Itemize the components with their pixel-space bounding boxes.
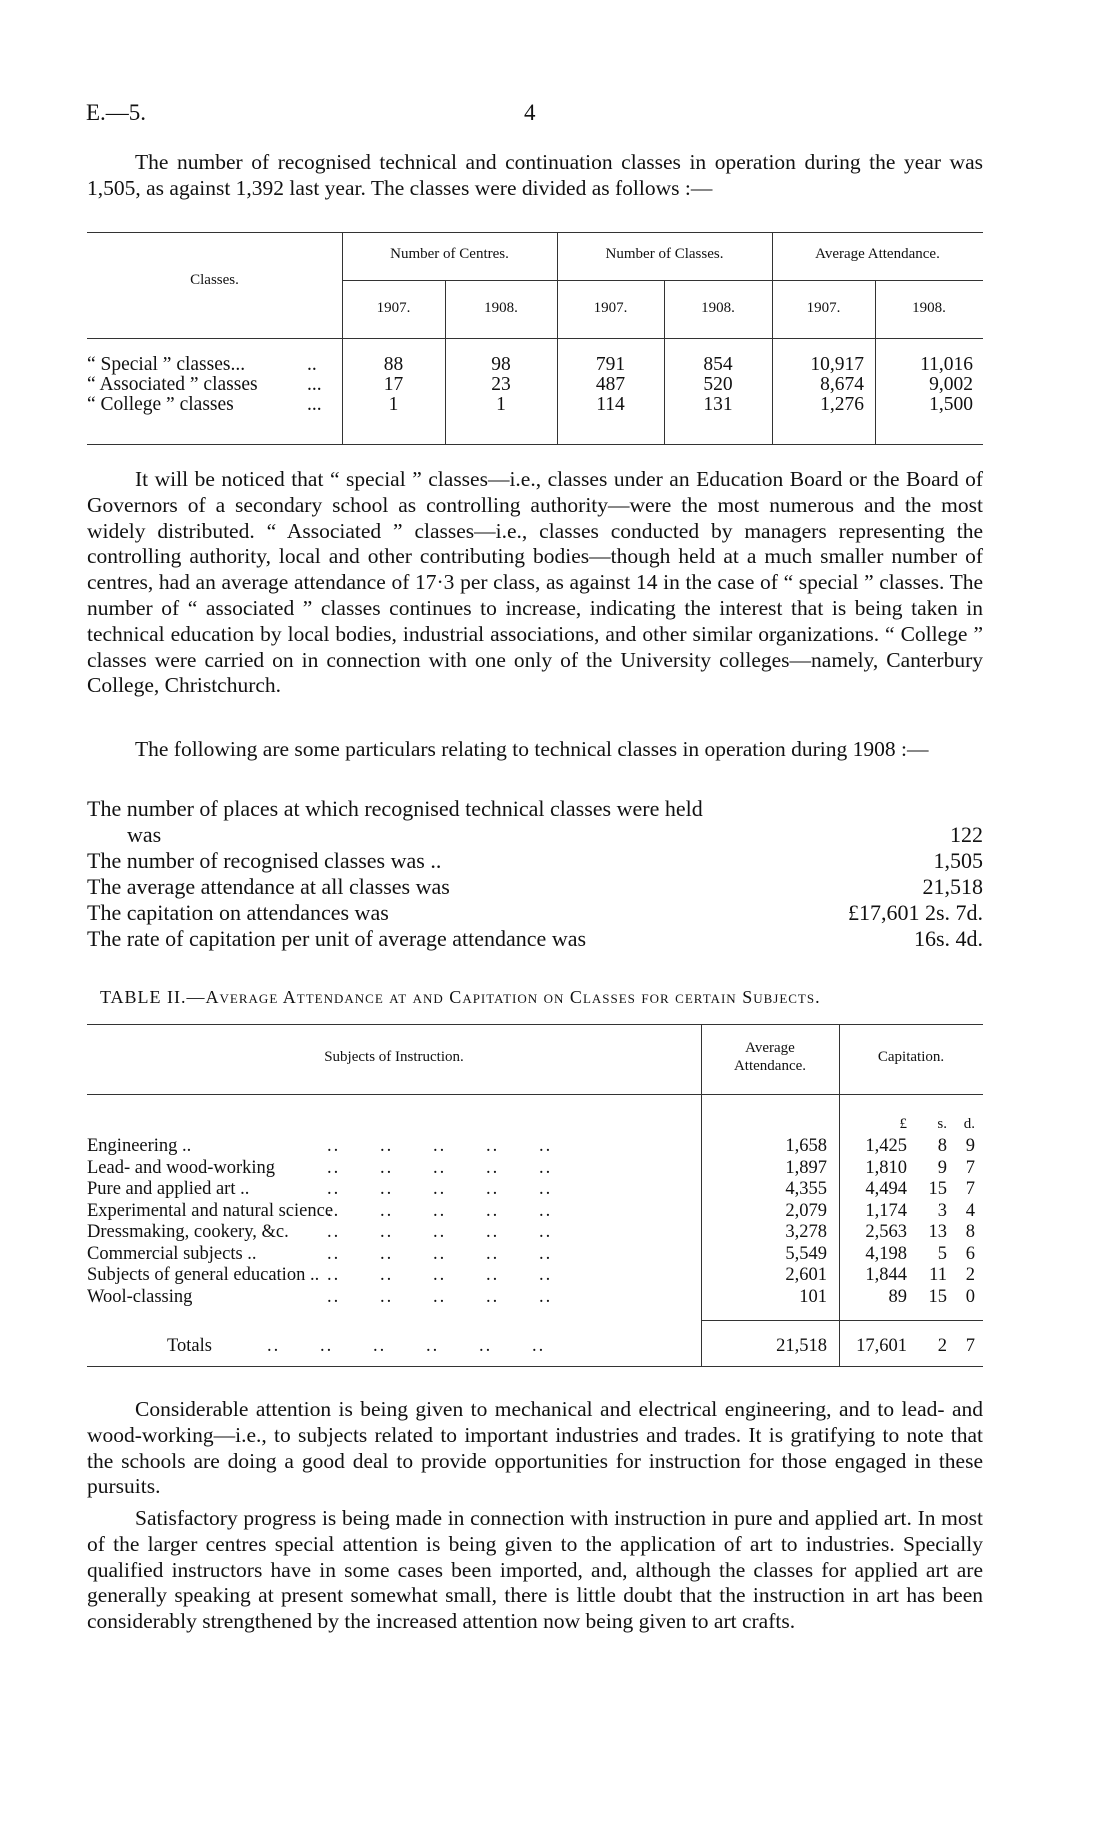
centres-1907: 88 (383, 354, 404, 375)
row-label: “ Special ” classes... (87, 354, 246, 375)
table-row (87, 1201, 983, 1223)
year-header: 1907. (806, 300, 841, 316)
capitation-shillings: 9 (937, 1157, 947, 1178)
capitation-pence: 9 (965, 1136, 975, 1156)
unit-pounds: £ (899, 1116, 907, 1132)
table-rule (87, 1366, 983, 1367)
capitation-pounds: 1,174 (865, 1200, 907, 1221)
attendance-1907: 8,674 (820, 374, 864, 395)
particular-value: £17,601 2s. 7d. (847, 900, 983, 925)
capitation-pounds: 4,198 (865, 1243, 907, 1264)
leader-dots: .. .. .. .. .. (327, 1136, 553, 1156)
attendance-value: 3,278 (785, 1222, 827, 1242)
capitation-pounds: 1,810 (865, 1157, 907, 1178)
row-dots: ... (307, 394, 322, 415)
capitation-pounds: 1,844 (865, 1265, 907, 1285)
capitation-pounds: 4,494 (865, 1179, 907, 1199)
capitation-pounds: 1,425 (865, 1136, 907, 1156)
table-row (87, 1158, 983, 1180)
totals-pence: 7 (965, 1336, 975, 1356)
capitation-pounds: 89 (888, 1286, 907, 1307)
year-header: 1908. (701, 300, 735, 316)
year-header: 1908. (484, 300, 518, 316)
leader-dots: .. .. .. .. .. .. (267, 1336, 546, 1356)
leader-dots: .. .. .. .. .. (327, 1200, 553, 1221)
totals-row (87, 1336, 983, 1358)
header-centres: Number of Centres. (390, 246, 509, 262)
attendance-value: 4,355 (785, 1179, 827, 1199)
centres-1908: 1 (496, 394, 506, 415)
table-rule (87, 1024, 983, 1025)
classes-1908: 131 (703, 394, 733, 415)
particular-label: was (127, 822, 162, 847)
capitation-shillings: 3 (937, 1200, 947, 1221)
capitation-shillings: 13 (928, 1222, 947, 1242)
subject-name: Pure and applied art .. (87, 1179, 250, 1199)
attendance-1907: 10,917 (810, 354, 864, 375)
particular-label: The number of places at which recognised technical classes were held (87, 796, 703, 821)
capitation-shillings: 11 (929, 1265, 947, 1285)
header-capitation: Capitation. (877, 1049, 945, 1065)
totals-label: Totals (167, 1336, 212, 1356)
classes-1908: 520 (703, 374, 733, 395)
capitation-pence: 7 (965, 1179, 975, 1199)
capitation-shillings: 15 (928, 1286, 947, 1307)
intro-paragraph: The number of recognised technical and continuation classes in operation during the year was 1,505, as against 1,392 last year. The classes were divided as follows :— (87, 150, 983, 200)
capitation-pence: 8 (965, 1222, 975, 1242)
capitation-pounds: 2,563 (865, 1222, 907, 1242)
particular-value: 21,518 (922, 874, 983, 899)
table-rule (87, 232, 983, 233)
table-row (87, 1244, 983, 1266)
attendance-1907: 1,276 (820, 394, 864, 415)
subject-name: Engineering .. (87, 1136, 192, 1156)
classes-1907: 791 (595, 354, 626, 375)
document-series: E.—5. (86, 100, 147, 125)
leader-dots: .. .. .. .. .. (327, 1286, 553, 1307)
capitation-pence: 4 (965, 1200, 975, 1221)
totals-attendance: 21,518 (776, 1336, 827, 1356)
attendance-value: 1,897 (785, 1157, 827, 1178)
attendance-value: 2,079 (785, 1200, 827, 1221)
page-number: 4 (524, 100, 536, 125)
attendance-value: 1,658 (785, 1136, 827, 1156)
subject-name: Commercial subjects .. (87, 1243, 257, 1264)
table-rule (87, 338, 983, 339)
attendance-value: 5,549 (785, 1243, 827, 1264)
attendance-value: 2,601 (785, 1265, 827, 1285)
particular-label: The capitation on attendances was (87, 900, 389, 925)
centres-1907: 17 (383, 374, 404, 395)
header-classes: Classes. (190, 272, 239, 288)
table-title: TABLE II.—Average Attendance at and Capitation on Classes for certain Subjects. (100, 987, 821, 1007)
capitation-pence: 0 (965, 1286, 975, 1307)
year-header: 1907. (376, 300, 411, 316)
leader-dots: .. .. .. .. .. (327, 1243, 553, 1264)
row-label: “ College ” classes (87, 394, 234, 415)
unit-shillings: s. (937, 1116, 947, 1132)
particular-value: 16s. 4d. (913, 926, 983, 951)
special-classes-paragraph: It will be noticed that “ special ” classes—i.e., classes under an Education Board or the Board of Governors of a secondary school as controlling authority—were the most numerous and the most widely distributed. “ Associated ” classes—i.e., classes conducted by managers representing the controlling authority, local and other contributing bodies—though held at a much smaller number of centres, had an average attendance of 17·3 per class, as against 14 in the case of “ special ” classes. The number of “ associated ” classes continues to increase, indicating the interest that is being taken in technical education by local bodies, industrial associations, and other similar organizations. “ College ” classes were carried on in connection with one only of the University colleges—namely, Canterbury College, Christchurch. (87, 467, 983, 698)
attendance-1908: 11,016 (920, 354, 973, 375)
row-dots: .. (307, 354, 317, 375)
totals-pounds: 17,601 (856, 1336, 907, 1356)
year-header: 1907. (593, 300, 628, 316)
particulars-list (87, 796, 983, 956)
unit-pence: d. (963, 1116, 975, 1132)
engineering-paragraph: Considerable attention is being given to mechanical and electrical engineering, and to lead- and wood-working—i.e., to subjects related to important industries and trades. It is gratifying to note that the schools are doing a good deal to provide opportunities for instruction for those engaged in these pursuits. (87, 1397, 983, 1499)
leader-dots: .. .. .. .. .. (327, 1157, 553, 1178)
particular-label: The number of recognised classes was .. (87, 848, 442, 873)
art-paragraph: Satisfactory progress is being made in connection with instruction in pure and applied art. In most of the larger centres special attention is being given to the application of art to industries. Specially qualified instructors have in some cases been imported, and, although the classes for applied art are generally speaking at present somewhat small, there is little doubt that the instruction in art has been considerably strengthened by the increased attention now being given to art crafts. (87, 1506, 983, 1634)
header-attendance: Attendance. (733, 1058, 807, 1074)
following-paragraph: The following are some particulars relating to technical classes in operation during 1908 :— (135, 737, 929, 761)
table-row (87, 1287, 983, 1309)
subject-name: Experimental and natural science (87, 1200, 334, 1221)
row-dots: ... (307, 374, 322, 395)
table-row (87, 1179, 983, 1201)
classes-1907: 487 (595, 374, 626, 395)
classes-1908: 854 (703, 354, 733, 375)
totals-shillings: 2 (937, 1336, 947, 1356)
header-subjects: Subjects of Instruction. (324, 1049, 464, 1065)
classes-1907: 114 (596, 394, 625, 415)
subject-name: Lead- and wood-working (87, 1157, 276, 1178)
attendance-1908: 1,500 (929, 394, 973, 415)
table-rule (701, 1320, 983, 1321)
attendance-1908: 9,002 (929, 374, 973, 395)
table-row (87, 1222, 983, 1244)
year-header: 1908. (912, 300, 946, 316)
subject-name: Dressmaking, cookery, &c. (87, 1222, 289, 1242)
table-row (87, 1265, 983, 1287)
capitation-pence: 2 (965, 1265, 975, 1285)
capitation-pence: 6 (965, 1243, 975, 1264)
table-rule (87, 444, 983, 445)
table-rule (87, 1094, 983, 1095)
particular-value: 122 (950, 822, 983, 847)
particular-label: The average attendance at all classes was (87, 874, 450, 899)
particular-value: 1,505 (933, 848, 983, 873)
centres-1908: 98 (491, 354, 511, 375)
capitation-shillings: 8 (937, 1136, 947, 1156)
row-label: “ Associated ” classes (87, 374, 258, 395)
header-num-classes: Number of Classes. (605, 246, 724, 262)
attendance-value: 101 (799, 1286, 827, 1307)
leader-dots: .. .. .. .. .. (327, 1179, 553, 1199)
table-row (87, 1136, 983, 1158)
capitation-pence: 7 (965, 1157, 975, 1178)
centres-1908: 23 (491, 374, 511, 395)
leader-dots: .. .. .. .. .. (327, 1265, 553, 1285)
header-attendance: Average (745, 1040, 795, 1056)
subject-name: Wool-classing (87, 1286, 193, 1307)
table-rule (342, 280, 983, 281)
header-attendance: Average Attendance. (815, 246, 940, 262)
capitation-shillings: 15 (928, 1179, 947, 1199)
centres-1907: 1 (388, 394, 399, 415)
capitation-shillings: 5 (937, 1243, 947, 1264)
subject-name: Subjects of general education .. (87, 1265, 320, 1285)
particular-label: The rate of capitation per unit of average attendance was (87, 926, 587, 951)
leader-dots: .. .. .. .. .. (327, 1222, 553, 1242)
